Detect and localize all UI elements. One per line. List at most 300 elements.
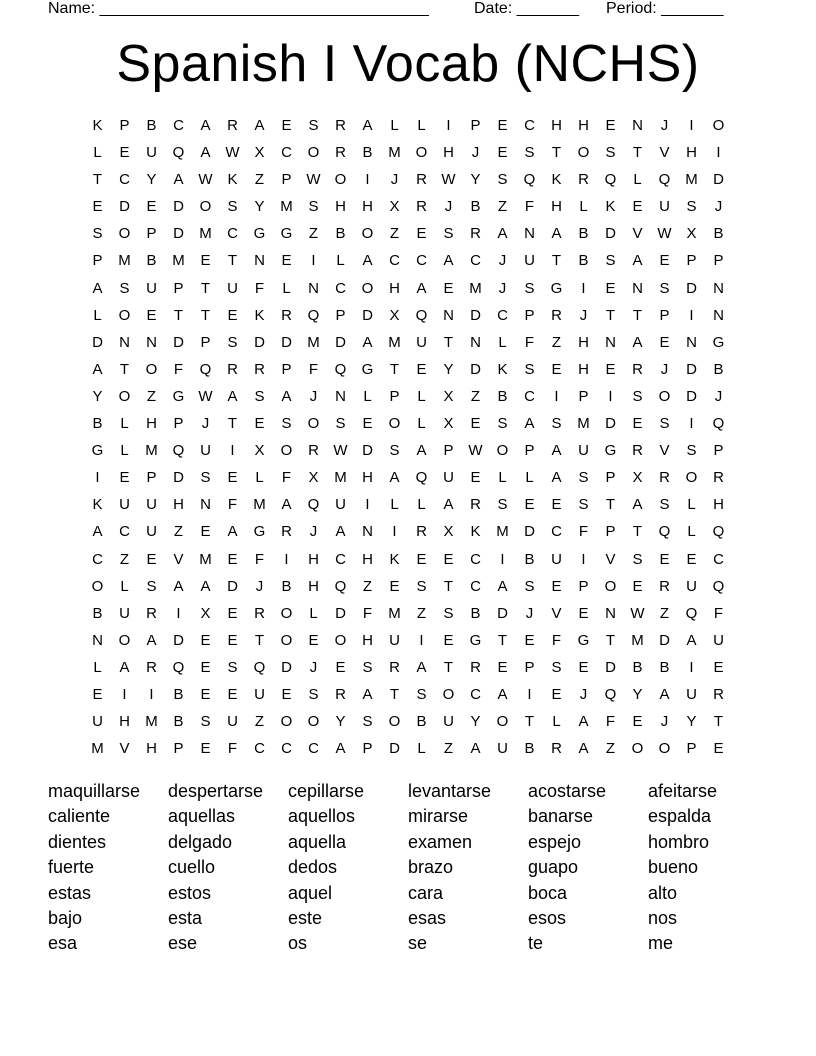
grid-letter: U: [227, 713, 238, 731]
grid-letter: J: [444, 198, 453, 216]
grid-letter: R: [416, 198, 427, 216]
grid-letter: L: [309, 604, 318, 622]
grid-letter: D: [497, 604, 508, 622]
grid-letter: Z: [659, 604, 670, 622]
grid-letter: R: [254, 360, 265, 378]
grid-letter: M: [685, 171, 698, 189]
grid-letter: S: [200, 469, 211, 487]
grid-letter: M: [631, 631, 644, 649]
word-list-item: cuello: [168, 857, 216, 878]
grid-letter: L: [120, 442, 129, 460]
grid-letter: R: [389, 658, 400, 676]
grid-letter: I: [581, 279, 586, 297]
grid-letter: H: [308, 577, 319, 595]
grid-letter: E: [200, 523, 211, 541]
grid-letter: J: [579, 306, 588, 324]
grid-letter: B: [146, 117, 157, 134]
grid-letter: L: [633, 171, 642, 189]
word-list-item: bajo: [48, 907, 83, 928]
grid-letter: B: [578, 225, 589, 243]
grid-letter: N: [200, 496, 211, 514]
grid-letter: F: [254, 279, 265, 297]
grid-letter: L: [282, 279, 291, 297]
grid-letter: E: [470, 415, 481, 433]
grid-letter: E: [578, 604, 589, 622]
grid-letter: L: [417, 496, 426, 514]
grid-letter: E: [416, 360, 427, 378]
grid-letter: A: [497, 225, 508, 243]
grid-letter: O: [442, 685, 455, 703]
grid-letter: L: [579, 198, 588, 216]
grid-letter: O: [307, 144, 320, 162]
grid-letter: W: [630, 604, 645, 622]
grid-letter: S: [308, 198, 319, 216]
grid-letter: B: [632, 658, 643, 676]
word-list-item: espalda: [648, 806, 712, 827]
grid-letter: S: [659, 496, 670, 514]
grid-letter: T: [551, 252, 562, 270]
grid-letter: M: [91, 740, 104, 758]
grid-letter: S: [227, 198, 238, 216]
grid-letter: P: [443, 442, 454, 460]
grid-letter: C: [524, 387, 535, 405]
grid-letter: I: [392, 523, 397, 541]
grid-letter: R: [659, 469, 670, 487]
grid-letter: N: [605, 333, 616, 351]
grid-letter: E: [632, 577, 643, 595]
grid-letter: U: [416, 333, 427, 351]
grid-letter: V: [659, 144, 670, 162]
grid-letter: C: [254, 740, 265, 758]
grid-letter: Q: [658, 171, 671, 189]
grid-letter: R: [713, 685, 724, 703]
grid-letter: J: [525, 604, 534, 622]
grid-letter: E: [443, 279, 454, 297]
grid-letter: S: [659, 279, 670, 297]
grid-letter: P: [146, 225, 157, 243]
grid-letter: Q: [415, 306, 428, 324]
grid-letter: E: [281, 117, 292, 134]
grid-letter: E: [200, 658, 211, 676]
word-list-item: este: [288, 907, 323, 928]
grid-letter: S: [497, 171, 508, 189]
grid-letter: E: [92, 685, 103, 703]
grid-letter: S: [254, 387, 265, 405]
grid-letter: R: [281, 306, 292, 324]
word-list-item: alto: [648, 882, 678, 903]
grid-letter: R: [335, 685, 346, 703]
grid-letter: J: [660, 117, 669, 134]
grid-letter: A: [416, 442, 427, 460]
grid-letter: G: [91, 442, 104, 460]
grid-letter: D: [281, 658, 292, 676]
grid-letter: D: [470, 306, 481, 324]
word-list-item: mirarse: [408, 806, 469, 827]
grid-letter: E: [497, 144, 508, 162]
grid-letter: Z: [605, 740, 616, 758]
word-list-item: levantarse: [408, 781, 492, 801]
grid-letter: E: [686, 550, 697, 568]
grid-letter: C: [470, 550, 481, 568]
grid-letter: P: [524, 658, 535, 676]
name-field-label: Name: _____________________________________: [48, 0, 429, 17]
grid-letter: C: [119, 523, 130, 541]
grid-letter: S: [416, 685, 427, 703]
word-list-item: te: [528, 933, 544, 954]
grid-letter: I: [581, 550, 586, 568]
grid-letter: E: [362, 415, 373, 433]
grid-letter: B: [470, 198, 481, 216]
grid-letter: F: [713, 604, 724, 622]
grid-letter: P: [173, 279, 184, 297]
grid-letter: Z: [416, 604, 427, 622]
period-field-label: Period: _______: [606, 0, 724, 17]
grid-letter: A: [632, 252, 643, 270]
grid-letter: P: [686, 252, 697, 270]
grid-letter: Y: [470, 171, 481, 189]
grid-letter: C: [551, 523, 562, 541]
grid-letter: Z: [551, 333, 562, 351]
grid-letter: K: [92, 496, 103, 514]
grid-letter: Y: [632, 685, 643, 703]
grid-letter: M: [388, 604, 401, 622]
grid-letter: J: [471, 144, 480, 162]
grid-letter: R: [281, 523, 292, 541]
grid-letter: P: [200, 333, 211, 351]
grid-letter: E: [524, 496, 535, 514]
grid-letter: F: [551, 631, 562, 649]
grid-letter: S: [227, 658, 238, 676]
grid-letter: N: [119, 333, 130, 351]
grid-letter: L: [687, 496, 696, 514]
grid-letter: I: [122, 685, 127, 703]
grid-letter: A: [173, 577, 184, 595]
grid-letter: E: [632, 198, 643, 216]
word-list-item: esa: [48, 933, 78, 954]
grid-letter: U: [227, 279, 238, 297]
grid-letter: B: [497, 387, 508, 405]
grid-letter: I: [689, 306, 694, 324]
grid-letter: Z: [119, 550, 130, 568]
word-list-item: esas: [408, 907, 447, 928]
grid-letter: D: [92, 333, 103, 351]
grid-letter: Z: [254, 171, 265, 189]
grid-letter: A: [200, 144, 211, 162]
grid-letter: W: [198, 171, 213, 189]
grid-letter: D: [605, 658, 616, 676]
grid-letter: D: [335, 333, 346, 351]
grid-letter: P: [605, 523, 616, 541]
word-list-item: dedos: [288, 857, 338, 878]
grid-letter: Q: [307, 306, 320, 324]
grid-letter: E: [578, 658, 589, 676]
grid-letter: S: [524, 279, 535, 297]
grid-letter: S: [578, 469, 589, 487]
grid-letter: G: [172, 387, 185, 405]
grid-letter: O: [145, 360, 158, 378]
grid-letter: I: [689, 415, 694, 433]
word-list: [48, 779, 768, 957]
grid-letter: O: [91, 577, 104, 595]
grid-letter: T: [200, 279, 211, 297]
grid-letter: W: [225, 144, 240, 162]
grid-letter: S: [200, 713, 211, 731]
grid-letter: U: [146, 144, 157, 162]
grid-letter: N: [632, 279, 643, 297]
grid-letter: A: [470, 740, 481, 758]
grid-letter: I: [446, 117, 451, 134]
grid-letter: F: [227, 496, 238, 514]
grid-letter: I: [311, 252, 316, 270]
grid-letter: U: [92, 713, 103, 731]
grid-letter: D: [713, 171, 724, 189]
grid-letter: A: [686, 631, 697, 649]
grid-letter: X: [443, 523, 454, 541]
word-list-item: boca: [528, 882, 568, 903]
grid-letter: T: [497, 631, 508, 649]
grid-letter: E: [605, 360, 616, 378]
grid-letter: S: [605, 144, 616, 162]
grid-letter: R: [551, 306, 562, 324]
grid-letter: L: [93, 306, 102, 324]
grid-letter: R: [632, 360, 643, 378]
grid-letter: I: [149, 685, 154, 703]
grid-letter: Y: [470, 713, 481, 731]
grid-letter: A: [362, 117, 373, 134]
grid-letter: Q: [685, 604, 698, 622]
grid-letter: S: [578, 496, 589, 514]
grid-letter: F: [578, 523, 589, 541]
grid-letter: F: [524, 198, 535, 216]
grid-letter: X: [389, 198, 400, 216]
grid-letter: E: [227, 604, 238, 622]
grid-letter: A: [362, 333, 373, 351]
page-title: Spanish I Vocab (NCHS): [116, 35, 700, 93]
grid-letter: H: [119, 713, 130, 731]
grid-letter: J: [498, 279, 507, 297]
grid-letter: H: [578, 333, 589, 351]
word-list-item: cepillarse: [288, 781, 365, 801]
grid-letter: T: [92, 171, 103, 189]
grid-letter: A: [632, 496, 643, 514]
grid-letter: A: [119, 658, 130, 676]
grid-letter: G: [280, 225, 293, 243]
grid-letter: V: [119, 740, 130, 758]
grid-letter: R: [335, 117, 346, 134]
grid-letter: R: [227, 117, 238, 134]
grid-letter: M: [496, 523, 509, 541]
grid-letter: L: [552, 713, 561, 731]
grid-letter: O: [496, 442, 509, 460]
grid-letter: U: [443, 469, 454, 487]
grid-letter: Q: [712, 523, 725, 541]
grid-letter: E: [119, 469, 130, 487]
grid-letter: S: [497, 415, 508, 433]
grid-letter: A: [578, 740, 589, 758]
word-list-item: caliente: [48, 806, 111, 827]
grid-letter: A: [659, 685, 670, 703]
grid-letter: Y: [254, 198, 265, 216]
grid-letter: B: [416, 713, 427, 731]
grid-letter: L: [336, 252, 345, 270]
grid-letter: X: [254, 144, 265, 162]
grid-letter: Q: [307, 496, 320, 514]
grid-letter: Q: [523, 171, 536, 189]
grid-letter: L: [120, 415, 129, 433]
grid-letter: K: [389, 550, 400, 568]
grid-letter: X: [200, 604, 211, 622]
grid-letter: J: [390, 171, 399, 189]
grid-letter: O: [280, 442, 293, 460]
grid-letter: S: [443, 604, 454, 622]
grid-letter: K: [92, 117, 103, 134]
grid-letter: E: [92, 198, 103, 216]
grid-letter: A: [227, 523, 238, 541]
grid-letter: D: [173, 333, 184, 351]
grid-letter: R: [470, 658, 481, 676]
grid-letter: B: [578, 252, 589, 270]
grid-letter: O: [361, 225, 374, 243]
grid-letter: F: [362, 604, 373, 622]
grid-letter: E: [713, 740, 724, 758]
grid-letter: S: [659, 415, 670, 433]
grid-letter: R: [416, 171, 427, 189]
grid-letter: K: [605, 198, 616, 216]
grid-letter: P: [389, 387, 400, 405]
grid-letter: T: [605, 496, 616, 514]
grid-letter: Q: [712, 577, 725, 595]
grid-letter: I: [365, 496, 370, 514]
grid-letter: W: [198, 387, 213, 405]
grid-letter: T: [254, 631, 265, 649]
grid-letter: W: [657, 225, 672, 243]
grid-letter: W: [333, 442, 348, 460]
grid-letter: E: [551, 685, 562, 703]
grid-letter: A: [281, 496, 292, 514]
grid-letter: M: [307, 333, 320, 351]
grid-letter: J: [309, 523, 318, 541]
grid-letter: N: [713, 279, 724, 297]
grid-letter: M: [577, 415, 590, 433]
grid-letter: N: [146, 333, 157, 351]
word-list-item: brazo: [408, 857, 454, 878]
word-list-item: se: [408, 933, 428, 954]
grid-letter: U: [551, 550, 562, 568]
grid-letter: C: [119, 171, 130, 189]
grid-letter: H: [362, 469, 373, 487]
grid-letter: E: [227, 469, 238, 487]
grid-letter: I: [230, 442, 235, 460]
grid-letter: O: [685, 469, 698, 487]
grid-letter: E: [551, 496, 562, 514]
grid-letter: X: [443, 387, 454, 405]
grid-letter: P: [524, 306, 535, 324]
grid-letter: Y: [443, 360, 454, 378]
grid-letter: H: [173, 496, 184, 514]
grid-letter: P: [146, 469, 157, 487]
grid-letter: Z: [254, 713, 265, 731]
grid-letter: F: [308, 360, 319, 378]
grid-letter: E: [713, 658, 724, 676]
word-list-item: esos: [528, 907, 567, 928]
grid-letter: Y: [335, 713, 346, 731]
grid-letter: Q: [172, 442, 185, 460]
grid-letter: E: [146, 550, 157, 568]
grid-letter: B: [173, 713, 184, 731]
grid-letter: S: [605, 252, 616, 270]
grid-letter: S: [146, 577, 157, 595]
grid-letter: B: [524, 550, 535, 568]
grid-letter: V: [632, 225, 643, 243]
grid-letter: E: [119, 144, 130, 162]
word-list-item: espejo: [528, 831, 582, 852]
grid-letter: T: [713, 713, 724, 731]
grid-letter: D: [470, 360, 481, 378]
grid-letter: U: [443, 713, 454, 731]
word-list-item: estos: [168, 882, 212, 903]
grid-letter: U: [119, 496, 130, 514]
grid-letter: T: [389, 360, 400, 378]
grid-letter: E: [200, 631, 211, 649]
grid-letter: M: [199, 225, 212, 243]
grid-letter: V: [659, 442, 670, 460]
grid-letter: E: [470, 469, 481, 487]
grid-letter: L: [390, 496, 399, 514]
grid-letter: S: [416, 577, 427, 595]
grid-letter: D: [605, 225, 616, 243]
grid-letter: P: [335, 306, 346, 324]
grid-letter: M: [145, 442, 158, 460]
grid-letter: X: [443, 415, 454, 433]
grid-letter: I: [365, 171, 370, 189]
grid-letter: D: [119, 198, 130, 216]
word-list-item: examen: [408, 831, 473, 852]
grid-letter: H: [335, 198, 346, 216]
grid-letter: H: [578, 117, 589, 134]
grid-letter: J: [309, 658, 318, 676]
grid-letter: O: [118, 306, 131, 324]
grid-letter: C: [92, 550, 103, 568]
grid-letter: N: [443, 306, 454, 324]
grid-letter: A: [578, 713, 589, 731]
grid-letter: A: [227, 387, 238, 405]
grid-letter: P: [578, 577, 589, 595]
grid-letter: O: [307, 713, 320, 731]
grid-letter: P: [173, 740, 184, 758]
grid-letter: S: [335, 415, 346, 433]
grid-letter: R: [308, 442, 319, 460]
grid-letter: P: [713, 442, 724, 460]
grid-letter: Q: [253, 658, 266, 676]
word-list-item: hombro: [648, 831, 710, 852]
grid-letter: K: [254, 306, 265, 324]
grid-letter: L: [93, 144, 102, 162]
grid-letter: C: [470, 577, 481, 595]
grid-letter: E: [443, 550, 454, 568]
grid-letter: C: [470, 685, 481, 703]
grid-letter: I: [419, 631, 424, 649]
grid-letter: C: [335, 279, 346, 297]
grid-letter: E: [659, 252, 670, 270]
grid-letter: K: [470, 523, 481, 541]
grid-letter: Y: [92, 387, 103, 405]
word-list-item: aquella: [288, 831, 347, 852]
grid-letter: A: [389, 469, 400, 487]
grid-letter: S: [92, 225, 103, 243]
grid-letter: D: [605, 415, 616, 433]
grid-letter: Z: [308, 225, 319, 243]
word-list-item: estas: [48, 882, 92, 903]
